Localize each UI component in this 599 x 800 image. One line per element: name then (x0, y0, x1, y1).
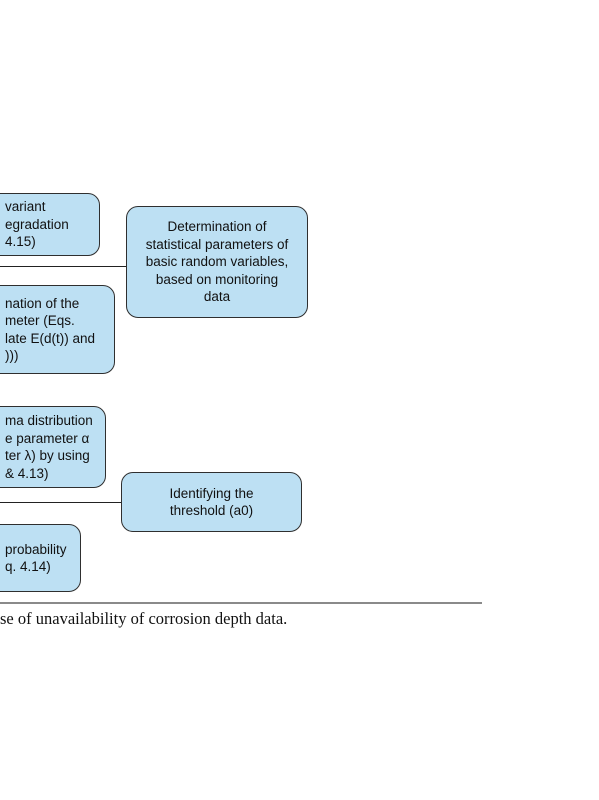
connector-line-upper (0, 266, 127, 267)
figure-rule (0, 602, 482, 604)
box-determination-line-5: data (203, 289, 231, 305)
box-probability (0, 524, 81, 592)
box-determination-line-1: Determination of (167, 219, 267, 235)
box-variant-degradation (0, 193, 100, 256)
box-threshold-line-2: threshold (a0) (169, 503, 254, 518)
box-gamma-line-2: e parameter α (5, 430, 90, 446)
box-determination-statistical-parameters (126, 206, 308, 318)
box-gamma-distribution (0, 406, 106, 488)
connector-line-lower (0, 502, 121, 503)
box-variant-degradation-line-1: variant (5, 199, 46, 215)
box-gamma-line-3: ter λ) by using (5, 448, 90, 463)
box-estimation-line-2: meter (Eqs. (5, 313, 75, 328)
box-probability-line-1: probability (5, 541, 67, 557)
box-determination-line-3: basic random variables, (145, 254, 289, 270)
box-probability-line-2: q. 4.14) (5, 559, 51, 574)
box-gamma-line-4: & 4.13) (5, 465, 49, 481)
box-gamma-line-1: ma distribution (5, 413, 93, 428)
box-variant-degradation-line-3: 4.15) (5, 234, 36, 250)
box-estimation-line-3: late E(d(t)) and (5, 330, 96, 346)
box-estimation-parameter (0, 285, 115, 374)
box-determination-line-2: statistical parameters of (145, 236, 289, 252)
box-variant-degradation-line-2: egradation (5, 216, 69, 232)
box-threshold-line-1: Identifying the (169, 485, 254, 501)
figure-caption: se of unavailability of corrosion depth data. (0, 609, 288, 628)
box-determination-line-4: based on monitoring (155, 271, 279, 287)
box-estimation-line-4: ))) (5, 348, 19, 363)
box-identifying-threshold (121, 472, 302, 532)
box-estimation-line-1: nation of the (5, 295, 80, 311)
